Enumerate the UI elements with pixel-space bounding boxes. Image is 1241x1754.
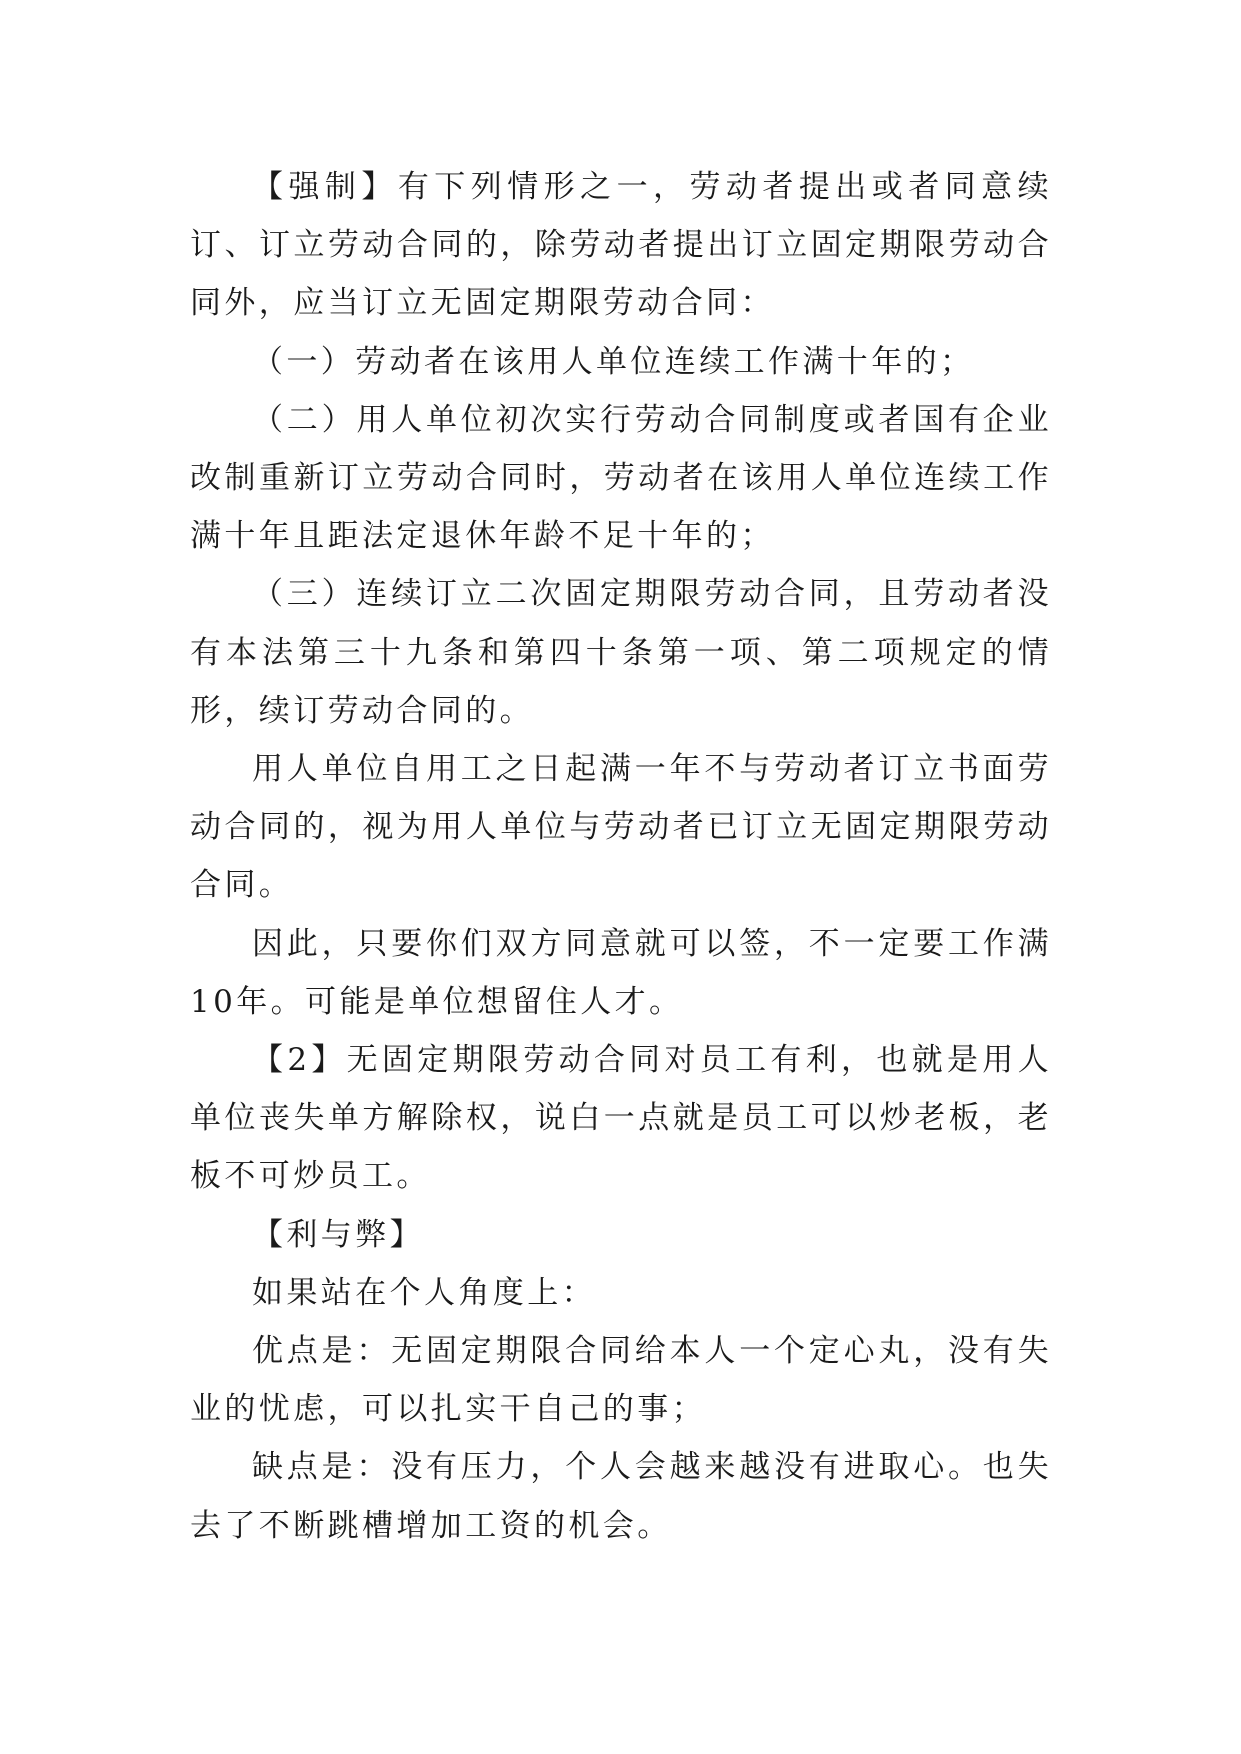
document-body	[190, 158, 1052, 1555]
paragraph-point-2: 【2】无固定期限劳动合同对员工有利，也就是用人单位丧失单方解除权，说白一点就是员工可以炒老板，老板不可炒员工。	[190, 1042, 1052, 1195]
heading-pros-cons: 【利与弊】	[252, 1216, 424, 1253]
paragraph-item-3: （三）连续订立二次固定期限劳动合同，且劳动者没有本法第三十九条和第四十条第一项、第二项规定的情形，续订劳动合同的。	[190, 576, 1052, 729]
paragraph-one-year-rule: 用人单位自用工之日起满一年不与劳动者订立书面劳动合同的，视为用人单位与劳动者已订立无固定期限劳动合同。	[190, 751, 1052, 904]
paragraph-advantages: 优点是：无固定期限合同给本人一个定心丸，没有失业的忧虑，可以扎实干自己的事；	[190, 1333, 1052, 1428]
paragraph-item-2: （二）用人单位初次实行劳动合同制度或者国有企业改制重新订立劳动合同时，劳动者在该用人单位连续工作满十年且距法定退休年龄不足十年的；	[190, 401, 1052, 555]
paragraph-disadvantages: 缺点是：没有压力，个人会越来越没有进取心。也失去了不断跳槽增加工资的机会。	[190, 1449, 1052, 1544]
paragraph-item-1: （一）劳动者在该用人单位连续工作满十年的；	[252, 343, 975, 380]
paragraph-mandatory-clause: 【强制】有下列情形之一，劳动者提出或者同意续订、订立劳动合同的，除劳动者提出订立固定期限劳动合同外，应当订立无固定期限劳动合同：	[190, 169, 1052, 322]
paragraph-conclusion: 因此，只要你们双方同意就可以签，不一定要工作满10年。可能是单位想留住人才。	[190, 925, 1052, 1020]
paragraph-personal-perspective: 如果站在个人角度上：	[252, 1274, 596, 1311]
